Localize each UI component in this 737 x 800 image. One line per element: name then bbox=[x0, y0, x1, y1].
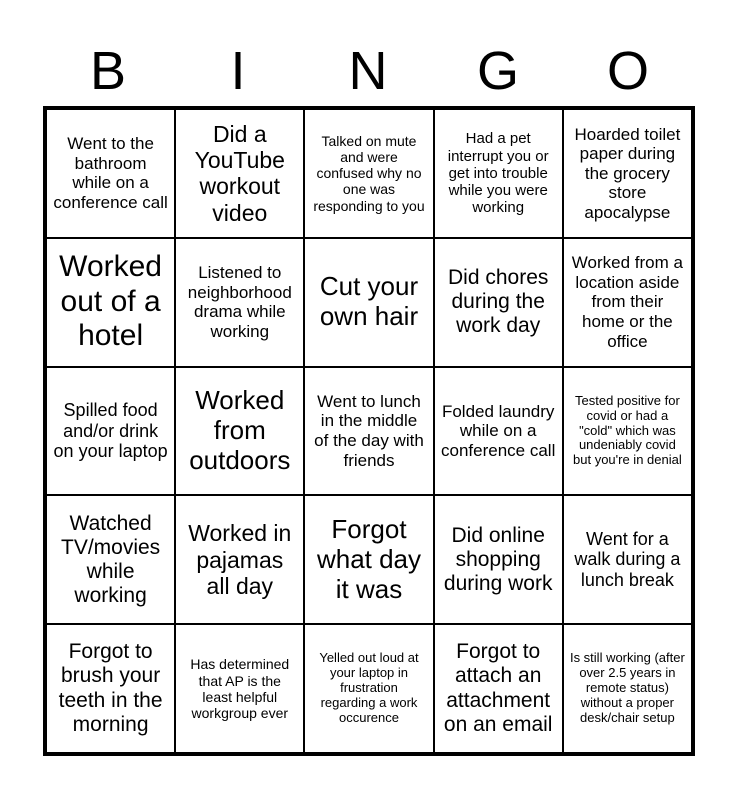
bingo-cell[interactable]: Forgot to brush your teeth in the morning bbox=[46, 624, 175, 753]
bingo-cell[interactable]: Has determined that AP is the least helpful workgroup ever bbox=[175, 624, 304, 753]
bingo-cell[interactable]: Did chores during the work day bbox=[434, 238, 563, 367]
header-letter-n: N bbox=[348, 41, 388, 101]
bingo-cell[interactable]: Hoarded toilet paper during the grocery store apocalypse bbox=[563, 109, 692, 238]
header-letter-i: I bbox=[230, 41, 246, 101]
header-letter-g: G bbox=[476, 41, 519, 101]
bingo-cell[interactable]: Went to lunch in the middle of the day with friends bbox=[304, 367, 433, 496]
bingo-cell[interactable]: Tested positive for covid or had a "cold" which was undeniably covid but you're in denial bbox=[563, 367, 692, 496]
bingo-cell[interactable]: Yelled out loud at your laptop in frustration regarding a work occurence bbox=[304, 624, 433, 753]
header-letter-b: B bbox=[89, 41, 127, 101]
bingo-cell[interactable]: Is still working (after over 2.5 years in remote status) without a proper desk/chair setup bbox=[563, 624, 692, 753]
bingo-cell[interactable]: Worked in pajamas all day bbox=[175, 495, 304, 624]
bingo-cell[interactable]: Spilled food and/or drink on your laptop bbox=[46, 367, 175, 496]
bingo-cell[interactable]: Forgot what day it was bbox=[304, 495, 433, 624]
bingo-board bbox=[43, 106, 695, 756]
bingo-cell[interactable]: Forgot to attach an attachment on an email bbox=[434, 624, 563, 753]
bingo-cell[interactable]: Went for a walk during a lunch break bbox=[563, 495, 692, 624]
bingo-cell[interactable]: Did a YouTube workout video bbox=[175, 109, 304, 238]
bingo-cell[interactable]: Watched TV/movies while working bbox=[46, 495, 175, 624]
bingo-header bbox=[43, 40, 693, 102]
bingo-cell[interactable]: Had a pet interrupt you or get into trouble while you were working bbox=[434, 109, 563, 238]
bingo-cell[interactable]: Worked from a location aside from their home or the office bbox=[563, 238, 692, 367]
bingo-cell[interactable]: Talked on mute and were confused why no one was responding to you bbox=[304, 109, 433, 238]
bingo-cell[interactable]: Worked from outdoors bbox=[175, 367, 304, 496]
bingo-cell[interactable]: Cut your own hair bbox=[304, 238, 433, 367]
bingo-cell[interactable]: Listened to neighborhood drama while working bbox=[175, 238, 304, 367]
bingo-cell[interactable]: Did online shopping during work bbox=[434, 495, 563, 624]
bingo-cell[interactable]: Folded laundry while on a conference call bbox=[434, 367, 563, 496]
header-letter-o: O bbox=[606, 41, 649, 101]
bingo-cell[interactable]: Worked out of a hotel bbox=[46, 238, 175, 367]
bingo-cell[interactable]: Went to the bathroom while on a conference call bbox=[46, 109, 175, 238]
